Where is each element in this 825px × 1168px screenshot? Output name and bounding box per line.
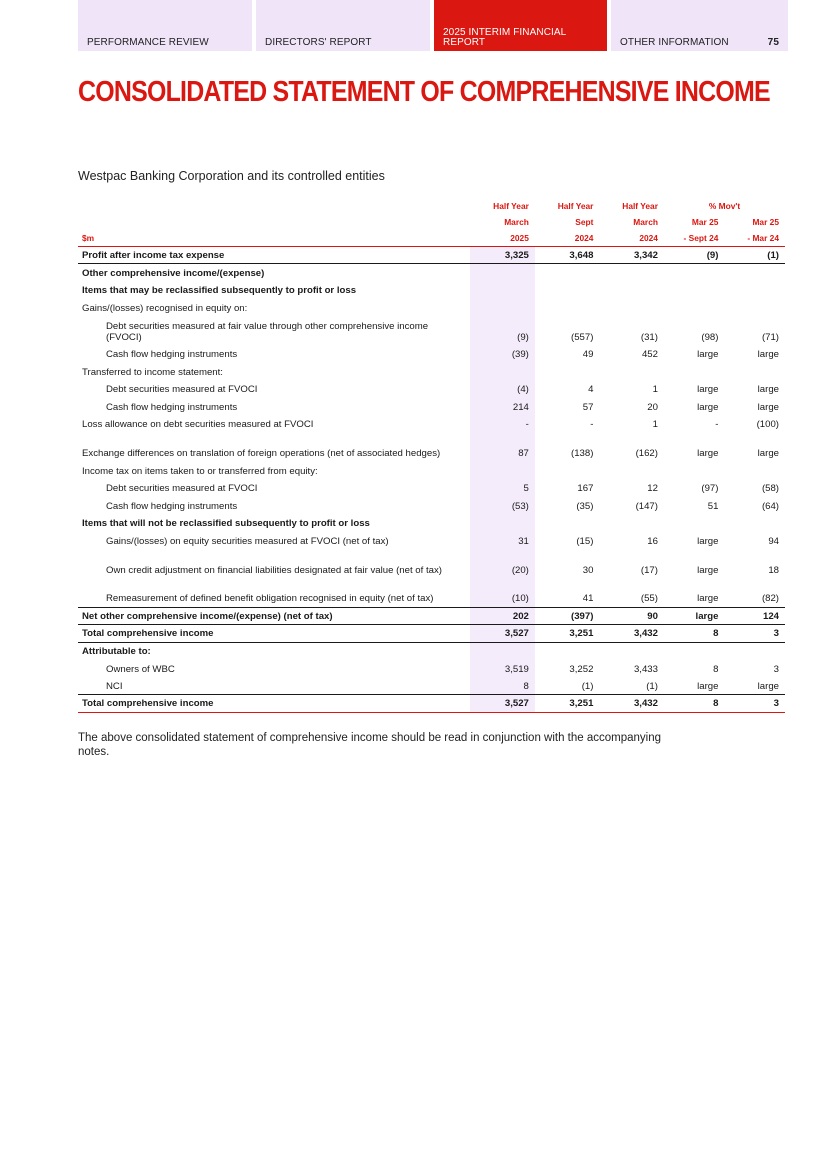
- row-value: large: [757, 448, 779, 459]
- nav-tab-label: OTHER INFORMATION: [620, 37, 729, 48]
- page-number: 75: [767, 37, 779, 48]
- row-label: Other comprehensive income/(expense): [82, 267, 265, 279]
- row-label: Gains/(losses) on equity securities measured at FVOCI (net of tax): [106, 535, 389, 547]
- row-value: [664, 462, 725, 480]
- row-value: 12: [647, 483, 658, 494]
- row-value: [470, 462, 535, 480]
- row-value: [599, 264, 664, 282]
- row-value: (100): [756, 419, 779, 430]
- row-value: [724, 514, 785, 532]
- row-label: NCI: [78, 677, 470, 695]
- row-value: [535, 514, 600, 532]
- row-value: (55): [599, 578, 664, 607]
- table-row: [78, 246, 785, 264]
- row-value: [470, 642, 535, 660]
- row-value: 452: [641, 349, 658, 360]
- row-value: (10): [470, 578, 535, 607]
- row-label: Debt securities measured at FVOCI: [106, 384, 258, 395]
- row-value: 8: [664, 625, 725, 643]
- row-value: [535, 264, 600, 282]
- row-value: [535, 642, 600, 660]
- row-value: [664, 642, 725, 660]
- row-value: (397): [535, 607, 600, 625]
- row-value: 3,519: [470, 660, 535, 678]
- row-value: (162): [635, 448, 658, 459]
- column-header: - Mar 24: [724, 230, 785, 246]
- column-header: 2024: [535, 230, 600, 246]
- row-value: large: [697, 564, 719, 576]
- table-row: [78, 532, 785, 550]
- row-label: Items that may be reclassified subsequently to profit or loss: [82, 285, 357, 296]
- row-value: [599, 514, 664, 532]
- row-label: Total comprehensive income: [78, 625, 470, 643]
- table-row: [78, 479, 785, 497]
- row-value: 87: [470, 433, 535, 462]
- row-value: [470, 281, 535, 299]
- row-value: 3,251: [535, 625, 600, 643]
- row-label: Exchange differences on translation of foreign operations (net of associated hedges): [82, 448, 441, 459]
- row-value: [599, 363, 664, 381]
- row-value: 94: [768, 535, 779, 547]
- row-value: -: [715, 419, 719, 430]
- nav-tab-performance-review[interactable]: [78, 0, 252, 51]
- row-value: (4): [470, 380, 535, 398]
- table-row: [78, 514, 785, 532]
- row-value: 5: [470, 479, 535, 497]
- column-header: [78, 214, 470, 230]
- row-label: Income tax on items taken to or transferred from equity:: [82, 465, 318, 477]
- row-value: 8: [713, 663, 719, 675]
- row-label: Attributable to:: [82, 646, 151, 657]
- row-value: (15): [576, 535, 594, 547]
- row-value: 1: [652, 384, 658, 395]
- row-value: [470, 363, 535, 381]
- row-value: [599, 642, 664, 660]
- row-value: 16: [647, 535, 658, 547]
- row-value: large: [724, 677, 785, 695]
- row-value: 41: [535, 578, 600, 607]
- row-value: [535, 281, 600, 299]
- table-header-row: [78, 198, 785, 214]
- row-value: [724, 363, 785, 381]
- table-row: [78, 398, 785, 416]
- nav-tab-label: 2025 INTERIM FINANCIAL REPORT: [443, 27, 566, 48]
- row-value: 202: [470, 607, 535, 625]
- row-value: -: [470, 415, 535, 433]
- row-label: Own credit adjustment on financial liabilities designated at fair value (net of tax): [106, 564, 442, 576]
- row-value: 8: [470, 677, 535, 695]
- row-value: (1): [724, 246, 785, 264]
- row-value: large: [757, 384, 779, 395]
- row-value: [535, 299, 600, 317]
- row-value: 3,251: [535, 695, 600, 713]
- row-value: (53): [470, 497, 535, 515]
- row-value: [724, 642, 785, 660]
- row-value: 3,325: [470, 246, 535, 264]
- row-label: Remeasurement of defined benefit obligation recognised in equity (net of tax): [78, 578, 470, 607]
- row-value: large: [664, 677, 725, 695]
- column-header: March: [504, 217, 529, 227]
- table-row: [78, 345, 785, 363]
- row-value: [599, 462, 664, 480]
- row-label: Cash flow hedging instruments: [106, 349, 238, 360]
- nav-tab-label: DIRECTORS' REPORT: [265, 37, 372, 48]
- row-value: 20: [647, 401, 658, 413]
- row-label: Transferred to income statement:: [82, 366, 223, 378]
- row-value: (557): [571, 331, 594, 343]
- row-value: large: [697, 349, 719, 360]
- row-value: -: [590, 419, 594, 430]
- row-value: large: [664, 607, 725, 625]
- column-header-movement: % Mov't: [708, 201, 741, 211]
- table-header-row: [78, 230, 785, 246]
- entity-name: Westpac Banking Corporation and its controlled entities: [78, 169, 385, 183]
- row-value: 57: [582, 401, 594, 413]
- column-header: Half Year: [493, 201, 529, 211]
- row-value: 3,648: [535, 246, 600, 264]
- table-row: [78, 625, 785, 643]
- row-value: [664, 281, 725, 299]
- row-value: 3,342: [599, 246, 664, 264]
- nav-tab-interim-financial-report[interactable]: [434, 0, 607, 51]
- column-header: 2024: [599, 230, 664, 246]
- row-value: large: [697, 401, 719, 413]
- row-value: (9): [470, 316, 535, 345]
- row-label: Debt securities measured at fair value through other comprehensive income (FVOCI): [106, 321, 429, 343]
- column-header: Half Year: [622, 201, 658, 211]
- table-row: [78, 497, 785, 515]
- table-row: [78, 299, 785, 317]
- row-value: [724, 299, 785, 317]
- table-row: [78, 462, 785, 480]
- row-label: Debt securities measured at FVOCI: [106, 483, 258, 494]
- nav-tab-other-information[interactable]: [611, 0, 788, 51]
- row-value: [535, 363, 600, 381]
- row-value: 1: [652, 419, 658, 430]
- row-value: 31: [470, 532, 535, 550]
- row-value: large: [664, 578, 725, 607]
- row-value: 214: [470, 398, 535, 416]
- row-value: [724, 281, 785, 299]
- table-row: [78, 316, 785, 345]
- row-value: 3,527: [470, 695, 535, 713]
- row-label: Cash flow hedging instruments: [106, 500, 238, 512]
- comprehensive-income-table: [78, 198, 785, 713]
- table-header-row: [78, 214, 785, 230]
- row-value: 3: [724, 625, 785, 643]
- row-value: 3,252: [569, 663, 594, 675]
- column-header: 2025: [470, 230, 535, 246]
- table-row: [78, 660, 785, 678]
- row-value: [664, 264, 725, 282]
- column-header: [78, 198, 470, 214]
- row-value: (147): [635, 500, 658, 512]
- section-nav: [78, 0, 788, 51]
- row-value: 30: [582, 564, 594, 576]
- table-row: [78, 415, 785, 433]
- row-value: [724, 462, 785, 480]
- row-value: (98): [701, 331, 719, 343]
- table-row: [78, 578, 785, 607]
- column-header: - Sept 24: [664, 230, 725, 246]
- column-header: Mar 25: [752, 217, 779, 227]
- row-value: [470, 299, 535, 317]
- nav-tab-label: PERFORMANCE REVIEW: [87, 37, 209, 48]
- row-value: (97): [701, 483, 719, 494]
- column-header: $m: [78, 230, 470, 246]
- table-row: [78, 264, 785, 282]
- row-value: 124: [724, 607, 785, 625]
- row-label: Owners of WBC: [106, 663, 175, 675]
- row-value: large: [697, 448, 719, 459]
- row-value: 3: [773, 663, 779, 675]
- row-value: large: [697, 535, 719, 547]
- table-row: [78, 677, 785, 695]
- row-value: [724, 264, 785, 282]
- row-value: [664, 514, 725, 532]
- row-value: 3,433: [633, 663, 658, 675]
- row-value: 18: [768, 564, 779, 576]
- footnote: The above consolidated statement of comprehensive income should be read in conjunction with the accompanying notes.: [78, 732, 662, 758]
- table-row: [78, 433, 785, 462]
- row-value: (17): [640, 564, 658, 576]
- row-label: Items that will not be reclassified subsequently to profit or loss: [82, 518, 370, 529]
- row-value: (1): [599, 677, 664, 695]
- page-title: CONSOLIDATED STATEMENT OF COMPREHENSIVE INCOME: [78, 76, 770, 108]
- row-value: (64): [761, 500, 779, 512]
- row-value: 4: [588, 384, 594, 395]
- row-value: (20): [470, 549, 535, 578]
- table-row: [78, 695, 785, 713]
- row-label: Profit after income tax expense: [78, 246, 470, 264]
- row-label: Loss allowance on debt securities measured at FVOCI: [82, 419, 314, 430]
- row-value: [664, 299, 725, 317]
- column-header: March: [633, 217, 658, 227]
- row-value: (82): [724, 578, 785, 607]
- column-header: Sept: [575, 217, 594, 227]
- row-value: [664, 363, 725, 381]
- row-value: large: [757, 401, 779, 413]
- row-value: (35): [576, 500, 594, 512]
- row-value: 90: [599, 607, 664, 625]
- row-value: 167: [577, 483, 594, 494]
- row-value: 3,432: [599, 695, 664, 713]
- row-value: [599, 281, 664, 299]
- row-value: (138): [571, 448, 594, 459]
- row-value: 3,527: [470, 625, 535, 643]
- row-value: (31): [640, 331, 658, 343]
- row-label: Gains/(losses) recognised in equity on:: [82, 302, 248, 314]
- row-value: large: [697, 384, 719, 395]
- row-label: Cash flow hedging instruments: [106, 401, 238, 413]
- row-value: 3,432: [599, 625, 664, 643]
- row-value: [599, 299, 664, 317]
- table-row: [78, 549, 785, 578]
- nav-tab-directors-report[interactable]: [256, 0, 430, 51]
- row-value: 49: [582, 349, 594, 360]
- row-value: (58): [761, 483, 779, 494]
- row-label: Total comprehensive income: [78, 695, 470, 713]
- column-header: Mar 25: [691, 217, 719, 227]
- row-value: (1): [535, 677, 600, 695]
- table-row: [78, 363, 785, 381]
- row-value: 3: [724, 695, 785, 713]
- row-value: 51: [707, 500, 719, 512]
- row-value: large: [757, 349, 779, 360]
- row-value: 8: [664, 695, 725, 713]
- row-value: (9): [664, 246, 725, 264]
- column-header: Half Year: [557, 201, 594, 211]
- row-value: (71): [761, 331, 779, 343]
- row-value: [470, 264, 535, 282]
- table-row: [78, 642, 785, 660]
- table-row: [78, 380, 785, 398]
- row-label: Net other comprehensive income/(expense) (net of tax): [78, 607, 470, 625]
- row-value: [470, 514, 535, 532]
- row-value: [535, 462, 600, 480]
- table-row: [78, 607, 785, 625]
- row-value: (39): [470, 345, 535, 363]
- table-row: [78, 281, 785, 299]
